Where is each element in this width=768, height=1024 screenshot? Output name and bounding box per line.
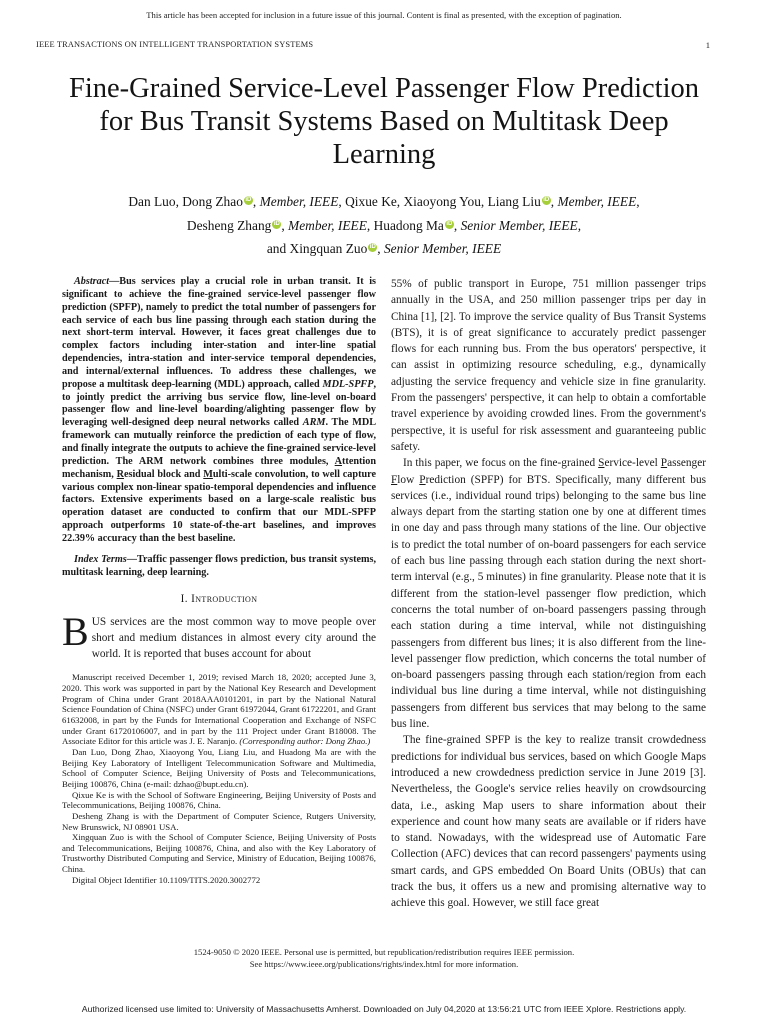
copyright-notice: 1524-9050 © 2020 IEEE. Personal use is permitted, but republication/redistribution requires IEEE permission. See https://www.ieee.org/publications/rights/index.html for more information. <box>60 947 708 970</box>
author-names-1: Dan Luo, Dong Zhao <box>128 194 243 209</box>
author-names-2: Qixue Ke, Xiaoyong You, Liang Liu <box>345 194 541 209</box>
orcid-icon[interactable]: iD <box>543 197 550 203</box>
orcid-icon[interactable]: iD <box>446 220 453 227</box>
right-column <box>391 276 706 912</box>
author-line-3: and Xingquan Zuo iD , Senior Member, IEEE <box>266 241 502 256</box>
author-list <box>60 190 708 261</box>
abstract-lead: Abstract <box>74 276 110 287</box>
author-role: Senior Member, IEEE <box>383 241 502 256</box>
author-role: Member, IEEE <box>259 194 339 209</box>
method-name: MDL-SPFP <box>322 378 374 390</box>
license-footer: Authorized licensed use limited to: University of Massachusetts Amherst. Downloaded on July 04,2020 at 13:56:21 UTC from IEEE Xplore. Restrictions apply. <box>81 1004 687 1014</box>
footnotes <box>62 672 376 885</box>
rights-link[interactable]: See https://www.ieee.org/publications/rights/index.html for more information. <box>249 958 519 969</box>
footnote-affiliation: Xingquan Zuo is with the School of Computer Science, Beijing University of Posts and Telecommunications, Beijing 100876, China, and also with the Key Laboratory of Trustworthy Distributed Computing and Service, Ministry of Education, Beijing 100876, China. <box>62 832 376 875</box>
orcid-icon[interactable]: iD <box>369 244 376 250</box>
author-line-2: Desheng Zhang iD , Member, IEEE, Huadong Ma iD , Senior Member, IEEE, <box>186 217 582 233</box>
paper-title: Fine-Grained Service-Level Passenger Flow Prediction for Bus Transit Systems Based on Multitask Deep Learning <box>69 73 699 170</box>
footnote-manuscript: Manuscript received December 1, 2019; revised March 18, 2020; accepted June 3, 2020. This work was supported in part by the National Key Research and Development Program of China under Grant 2018AAA0101201, in part by the National Natural Science Foundation of China (NSFC) under Grant 61972044, Grant 61722201, and Grant 61632008, in part by the Funds for International Cooperation and Exchange of NSFC under Grant 61720106007, and in part by the 111 Project under Grant B18008. The Associate Editor for this article was J. E. Naranjo. (Corresponding author: Dong Zhao.) <box>62 672 376 747</box>
body-paragraph: The fine-grained SPFP is the key to realize transit crowdedness predictions for individual bus services, based on which Google Maps introduced a new crowdedness prediction service in June 2019 [3]. Nevertheless, the Google's service relies heavily on crowdsourcing data, i.e., asking Map users to share information about their experience and count how many seats are available or if riders have to stand. Nowadays, with the widespread use of Automatic Fare Collection (AFC) devices that can record passengers' payments using smart cards, and GPS embedded On Board Units (OBUs) that can track the bus, it offers us a new and promising alternative way to achieve this goal. However, we still face great <box>391 734 706 910</box>
body-paragraph: In this paper, we focus on the fine-grained Service-level Passenger Flow Prediction (SPFP) for BTS. Specifically, many different bus services (i.e., individual round trips) belonging to the same bus line always depart from the starting station one by one at different times in one day and pass through many stations of the line. Our objective is to predict the total number of on-board passengers for each service of each bus line passing through each station during the next short-term interval (e.g., 5 minutes) in fine granularity. Please note that it is different from the station-level passenger flow prediction, which concerns the total number of on-board passengers passing through each station during a time interval, while not distinguishing passengers from different bus lines; it is also different from the line-level passenger flow prediction, which concerns the total number of on-board passengers passing through each station/region from each individual bus line during a time interval, while not distinguishing passengers from different bus services that may belong to the same bus line. <box>391 457 706 731</box>
footnote-affiliation: Desheng Zhang is with the Department of Computer Science, Rutgers University, New Brunswick, NJ 08901 USA. <box>62 810 376 832</box>
left-column <box>62 276 376 885</box>
page-number: 1 <box>705 40 710 50</box>
footnote-doi[interactable]: Digital Object Identifier 10.1109/TITS.2020.3002772 <box>72 874 261 885</box>
author-role: Member, IEEE <box>557 194 637 209</box>
author-role: Member, IEEE <box>288 217 367 233</box>
network-name: ARM <box>302 417 326 429</box>
journal-running-head: IEEE TRANSACTIONS ON INTELLIGENT TRANSPORTATION SYSTEMS <box>36 40 314 49</box>
orcid-icon[interactable]: iD <box>273 220 280 227</box>
footnote-affiliation: Qixue Ke is with the School of Software Engineering, Beijing University of Posts and Telecommunications, Beijing 100876, China. <box>62 789 376 811</box>
author-names-3: Desheng Zhang <box>186 217 272 233</box>
body-paragraph: 55% of public transport in Europe, 751 million passenger trips annually in the USA, and 250 million passenger trips per day in China [1], [2]. To improve the service quality of Bus Transit Systems (BTS), it is of great significance to accurately predict passenger flows for each running bus. From the bus operators' perspective, it can assist in optimizing resource scheduling, e.g., dynamically adjusting the service frequency and vehicle size in fine granularity. From the passengers' perspective, it can help to obtain a comfortable travel experience by avoiding crowded lines. From the government's perspective, it is useful for risk assessment and guaranteeing public safety. <box>391 278 706 453</box>
index-terms: Index Terms—Traffic passenger flows prediction, bus transit systems, multitask learning, deep learning. <box>62 553 376 578</box>
author-names-4: Huadong Ma <box>373 217 444 233</box>
author-role: Senior Member, IEEE <box>460 217 578 233</box>
drop-cap: B <box>62 608 89 654</box>
publication-notice: This article has been accepted for inclusion in a future issue of this journal. Content is final as presented, with the exception of pagination. <box>146 10 622 20</box>
footnote-affiliation: Dan Luo, Dong Zhao, Xiaoyong You, Liang Liu, and Huadong Ma are with the Beijing Key Laboratory of Intelligent Telecommunication Software and Multimedia, School of Computer Science, Beijing University of Posts and Telecommunications, Beijing 100876, China (e-mail: dzhao@bupt.edu.cn). <box>62 746 376 789</box>
abstract: Abstract—Bus services play a crucial role in urban transit. It is significant to achieve the fine-grained service-level passenger flow prediction (SPFP), namely to predict the total number of passengers for each service of each bus line passing through each station during the next short-term interval. However, it faces great challenges due to complex factors including inter-station and inter-line spatial dependencies, intra-station and inter-service temporal dependencies, and internal/external influences. To address these challenges, we propose a multitask deep-learning (MDL) approach, called MDL-SPFP, to jointly predict the arriving bus service flow, line-level on-board passenger flow and line-level boarding/alighting passenger flow by leveraging well-designed deep neural networks called ARM. The MDL framework can mutually reinforce the prediction of each type of flow, and finally integrate the outputs to achieve the fine-grained service-level prediction. The ARM network combines three modules, Attention mechanism, Residual block and Multi-scale convolution, to well capture various complex non-linear spatio-temporal dependencies and influence factors. Extensive experiments based on a large-scale realistic bus operation dataset are conducted to confirm that our MDL-SPFP approach outperforms 10 state-of-the-art baselines, and improves 22.39% accuracy than the best baseline. <box>62 276 376 544</box>
orcid-icon[interactable]: iD <box>245 197 252 203</box>
intro-paragraph: BUS services are the most common way to move people over short and medium distances in almost every city around the world. It is reported that buses account for about <box>62 608 376 661</box>
author-names-5: and Xingquan Zuo <box>266 241 368 256</box>
author-line-1: Dan Luo, Dong Zhao iD , Member, IEEE, Qixue Ke, Xiaoyong You, Liang Liu iD , Member, IEEE, <box>128 194 640 209</box>
section-heading: I. Introduction <box>180 593 258 606</box>
